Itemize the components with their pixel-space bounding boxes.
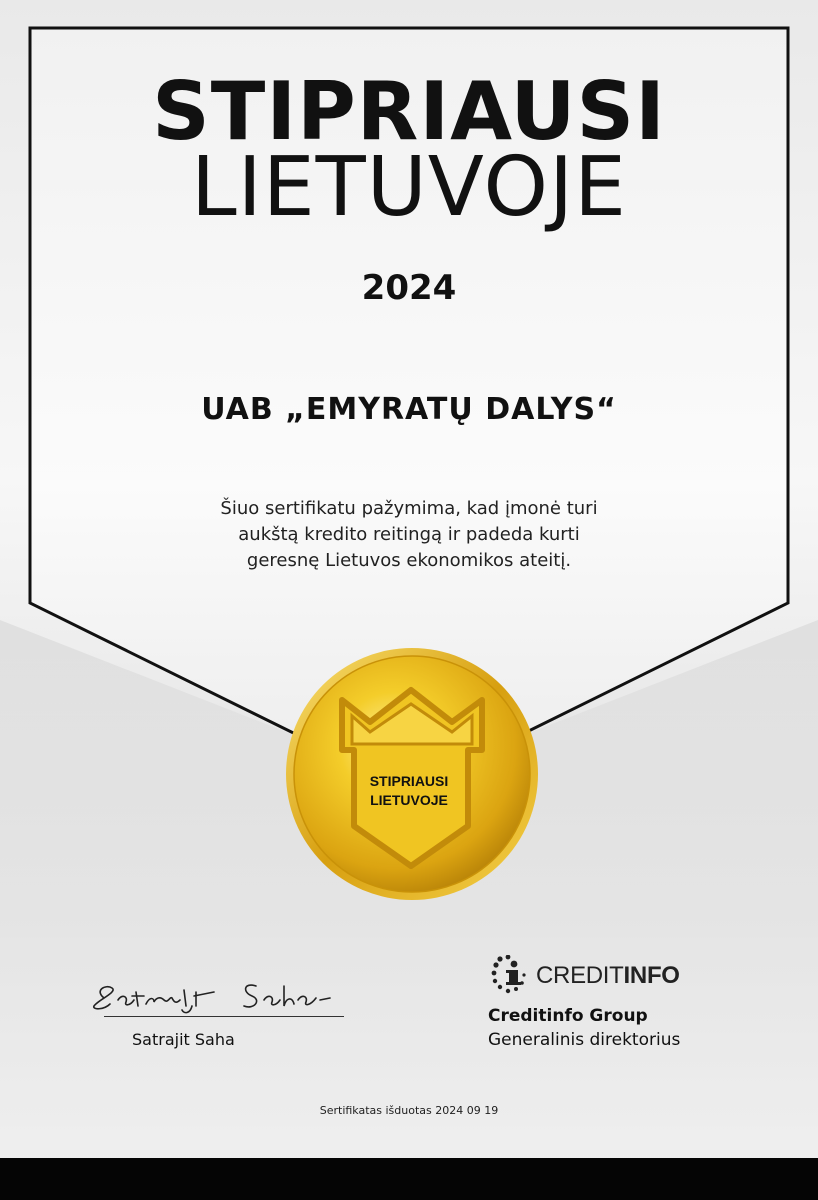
creditinfo-logo-icon bbox=[490, 955, 534, 997]
certificate-title-line1: STIPRIAUSI bbox=[152, 65, 666, 158]
creditinfo-wordmark bbox=[536, 962, 680, 990]
signature-line bbox=[104, 1016, 344, 1017]
signer-name: Satrajit Saha bbox=[132, 1030, 235, 1049]
certificate-year: 2024 bbox=[361, 268, 457, 308]
seal-label bbox=[0, 772, 818, 810]
footer-bar bbox=[0, 1158, 818, 1200]
creditinfo-wordmark-bold: INFO bbox=[623, 962, 680, 989]
certificate-title-line2: LIETUVOJE bbox=[191, 140, 627, 235]
company-name: UAB „EMYRATŲ DALYS“ bbox=[201, 392, 617, 427]
issue-date: Sertifikatas išduotas 2024 09 19 bbox=[319, 1104, 499, 1117]
creditinfo-wordmark-light: CREDIT bbox=[536, 962, 624, 989]
creditinfo-role: Generalinis direktorius bbox=[488, 1030, 681, 1050]
seal-label-line1: STIPRIAUSI bbox=[369, 773, 449, 789]
seal-label-line2: LIETUVOJE bbox=[370, 792, 448, 808]
handwritten-signature bbox=[84, 970, 344, 1020]
certificate-description: Šiuo sertifikatu pažymima, kad įmonė turi aukštą kredito reitingą ir padeda kurti geresnę Lietuvos ekonomikos ateitį. bbox=[220, 498, 598, 571]
creditinfo-company: Creditinfo Group bbox=[488, 1006, 648, 1026]
